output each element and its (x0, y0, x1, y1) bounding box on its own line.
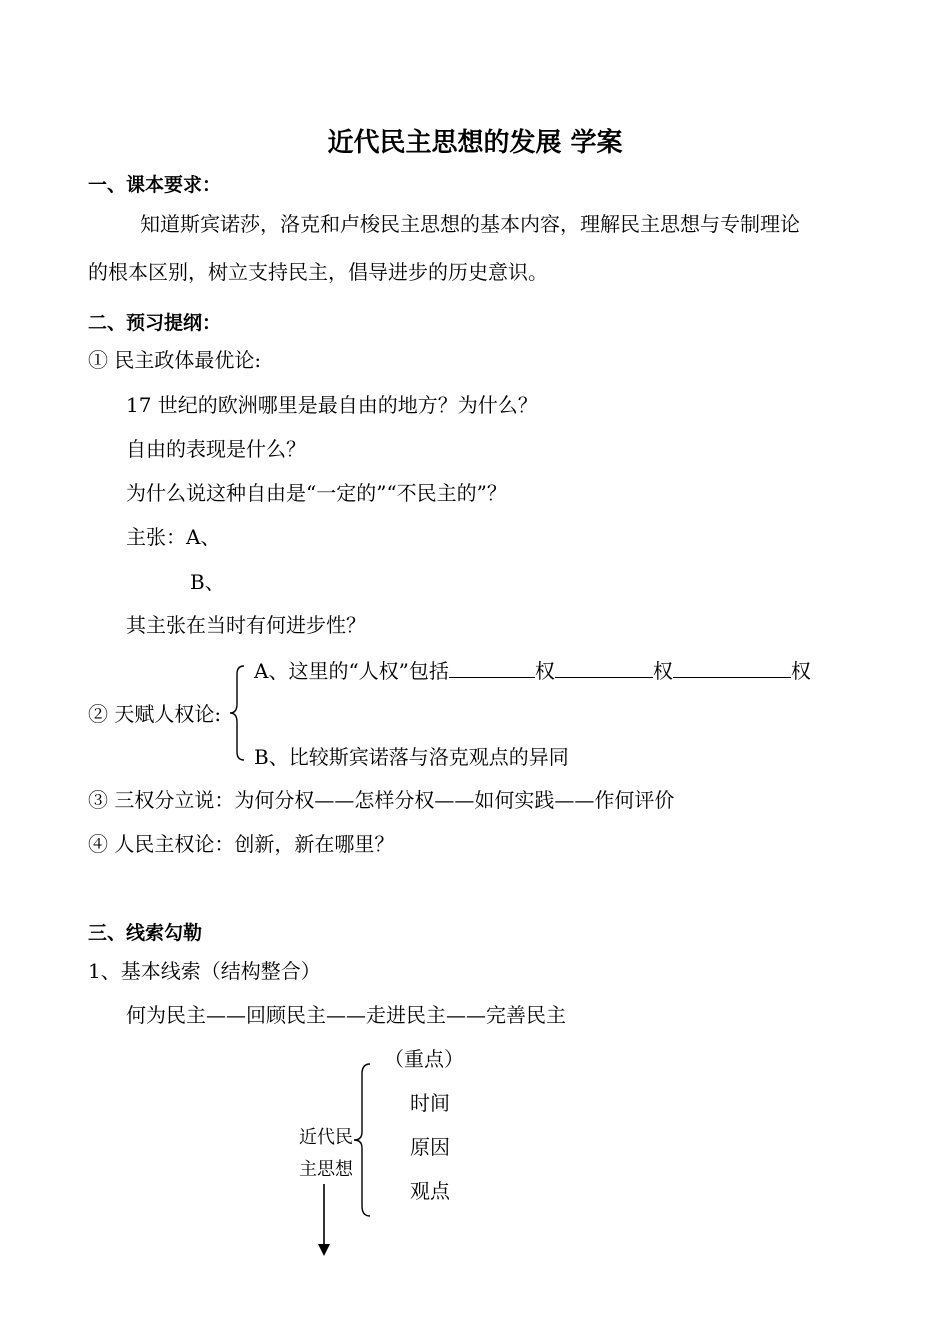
diagram-branch-3: 观点 (410, 1179, 450, 1203)
item2-quan3: 权 (790, 659, 811, 683)
fill-blank-3[interactable] (673, 659, 791, 678)
fill-blank-2[interactable] (555, 659, 653, 678)
section1-heading: 一、课本要求： (88, 174, 222, 196)
item2-a-prefix: A、这里的“人权”包括 (254, 659, 449, 683)
diagram-brace (352, 1062, 374, 1218)
section1-paragraph-line1: 知道斯宾诺莎，洛克和卢梭民主思想的基本内容，理解民主思想与专制理论 (140, 212, 800, 236)
section3-heading: 三、线索勾勒 (88, 922, 203, 944)
fill-blank-1[interactable] (449, 659, 535, 678)
item2-quan1: 权 (534, 659, 555, 683)
section2-heading: 二、预习提纲： (88, 312, 222, 334)
item2-title: ② 天赋人权论: (88, 702, 222, 726)
item2-line-a (254, 659, 811, 681)
diagram-branch-2: 原因 (410, 1135, 450, 1159)
diagram-root-line2: 主思想 (299, 1159, 353, 1180)
item1-title: ① 民主政体最优论: (88, 348, 262, 372)
item3: ③ 三权分立说：为何分权——怎样分权——如何实践——作何评价 (88, 788, 675, 812)
item4: ④ 人民主权论：创新，新在哪里？ (88, 832, 395, 856)
diagram-down-arrow (316, 1184, 332, 1258)
item2-quan2: 权 (652, 659, 673, 683)
item1-question3: 为什么说这种自由是“一定的”“不民主的”？ (126, 481, 507, 505)
diagram-branch-1: 时间 (410, 1091, 450, 1115)
item1-claim-a: 主张：A、 (126, 525, 221, 549)
item1-question1: 17 世纪的欧洲哪里是最自由的地方？为什么？ (126, 393, 538, 417)
diagram-root-line1: 近代民 (299, 1127, 353, 1148)
diagram-focus-label: （重点） (384, 1047, 464, 1071)
section1-paragraph-line2: 的根本区别，树立支持民主，倡导进步的历史意识。 (88, 260, 548, 284)
section3-sub1: 1、基本线索（结构整合） (88, 959, 321, 983)
page-title: 近代民主思想的发展 学案 (327, 128, 623, 158)
item2-line-b: B、比较斯宾诺落与洛克观点的异同 (254, 745, 569, 769)
item1-claim-b: B、 (190, 570, 225, 594)
item2-brace (228, 664, 248, 762)
item1-question2: 自由的表现是什么？ (126, 437, 306, 461)
item1-question4: 其主张在当时有何进步性？ (126, 613, 366, 637)
section3-line: 何为民主——回顾民主——走进民主——完善民主 (126, 1003, 566, 1027)
